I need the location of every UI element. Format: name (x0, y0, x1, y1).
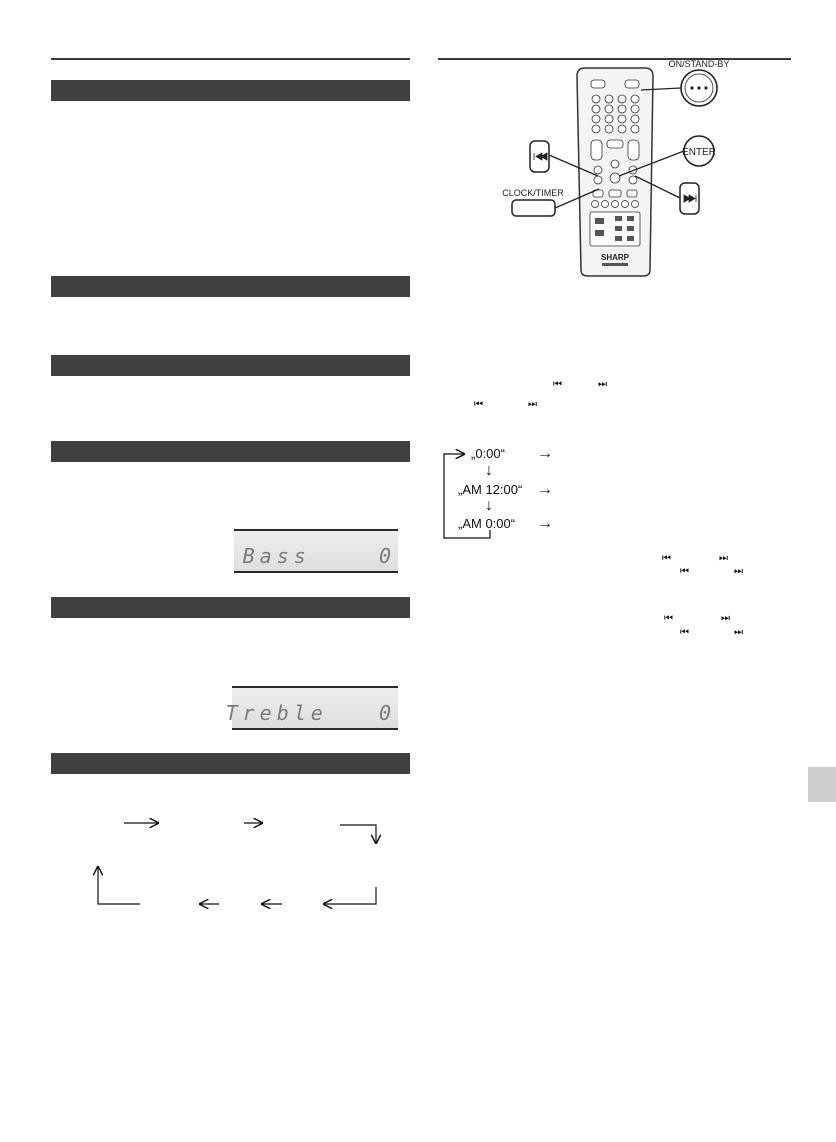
cycle-arrow-down (340, 825, 376, 843)
page-side-tab (808, 767, 836, 802)
treble-lcd-text: Treble 0 (225, 701, 396, 725)
enter-label: ENTER (682, 147, 716, 158)
remote-brand-logo: SHARP (600, 253, 630, 262)
next-icon: ⏭ (719, 553, 726, 564)
next-icon: ⏭ (734, 566, 741, 577)
clock-format-am-0: „AM 0:00“ (458, 516, 516, 531)
cycle-arrow-up (98, 867, 140, 904)
clock-cycle-down-arrow: ↓ (485, 462, 493, 479)
clock-timer-button-callout (512, 200, 555, 216)
prev-icon: ⏮ (474, 399, 481, 410)
treble-lcd-display (225, 686, 398, 730)
next-icon: ⏭ (528, 399, 535, 410)
clock-cycle-right-arrow: → (537, 445, 553, 462)
prev-icon: ⏮ (680, 566, 687, 577)
clock-format-am-12: „AM 12:00“ (458, 482, 523, 497)
bass-lcd-display (234, 529, 398, 573)
next-icon: ⏭ (734, 627, 741, 638)
mode-cycle-diagram (90, 815, 390, 915)
section-header-bar-5 (51, 597, 410, 618)
section-header-bar-4 (51, 441, 410, 462)
section-header-bar-3 (51, 355, 410, 376)
clock-cycle-right-arrow: → (537, 481, 553, 498)
prev-icon: ⏮ (664, 613, 671, 624)
bass-lcd-text: Bass 0 (242, 544, 396, 568)
clock-format-24h: „0:00“ (471, 446, 505, 461)
remote-control-illustration (495, 58, 735, 280)
next-icon: ⏭ (721, 613, 728, 624)
section-header-bar-6 (51, 753, 410, 774)
section-header-bar-2 (51, 276, 410, 297)
top-rule-left (51, 58, 410, 60)
section-header-bar-1 (51, 80, 410, 101)
prev-icon: ⏮ (553, 379, 560, 390)
prev-icon: ⏮ (662, 553, 669, 564)
on-standby-label: ON/STAND-BY (668, 59, 730, 69)
cycle-arrow-return (324, 887, 376, 904)
prev-icon: ⏮ (680, 627, 687, 638)
clock-cycle-right-arrow: → (537, 515, 553, 532)
next-icon: ⏭ (598, 379, 605, 390)
clock-cycle-down-arrow: ↓ (485, 497, 493, 514)
clock-timer-label: CLOCK/TIMER (502, 188, 564, 198)
